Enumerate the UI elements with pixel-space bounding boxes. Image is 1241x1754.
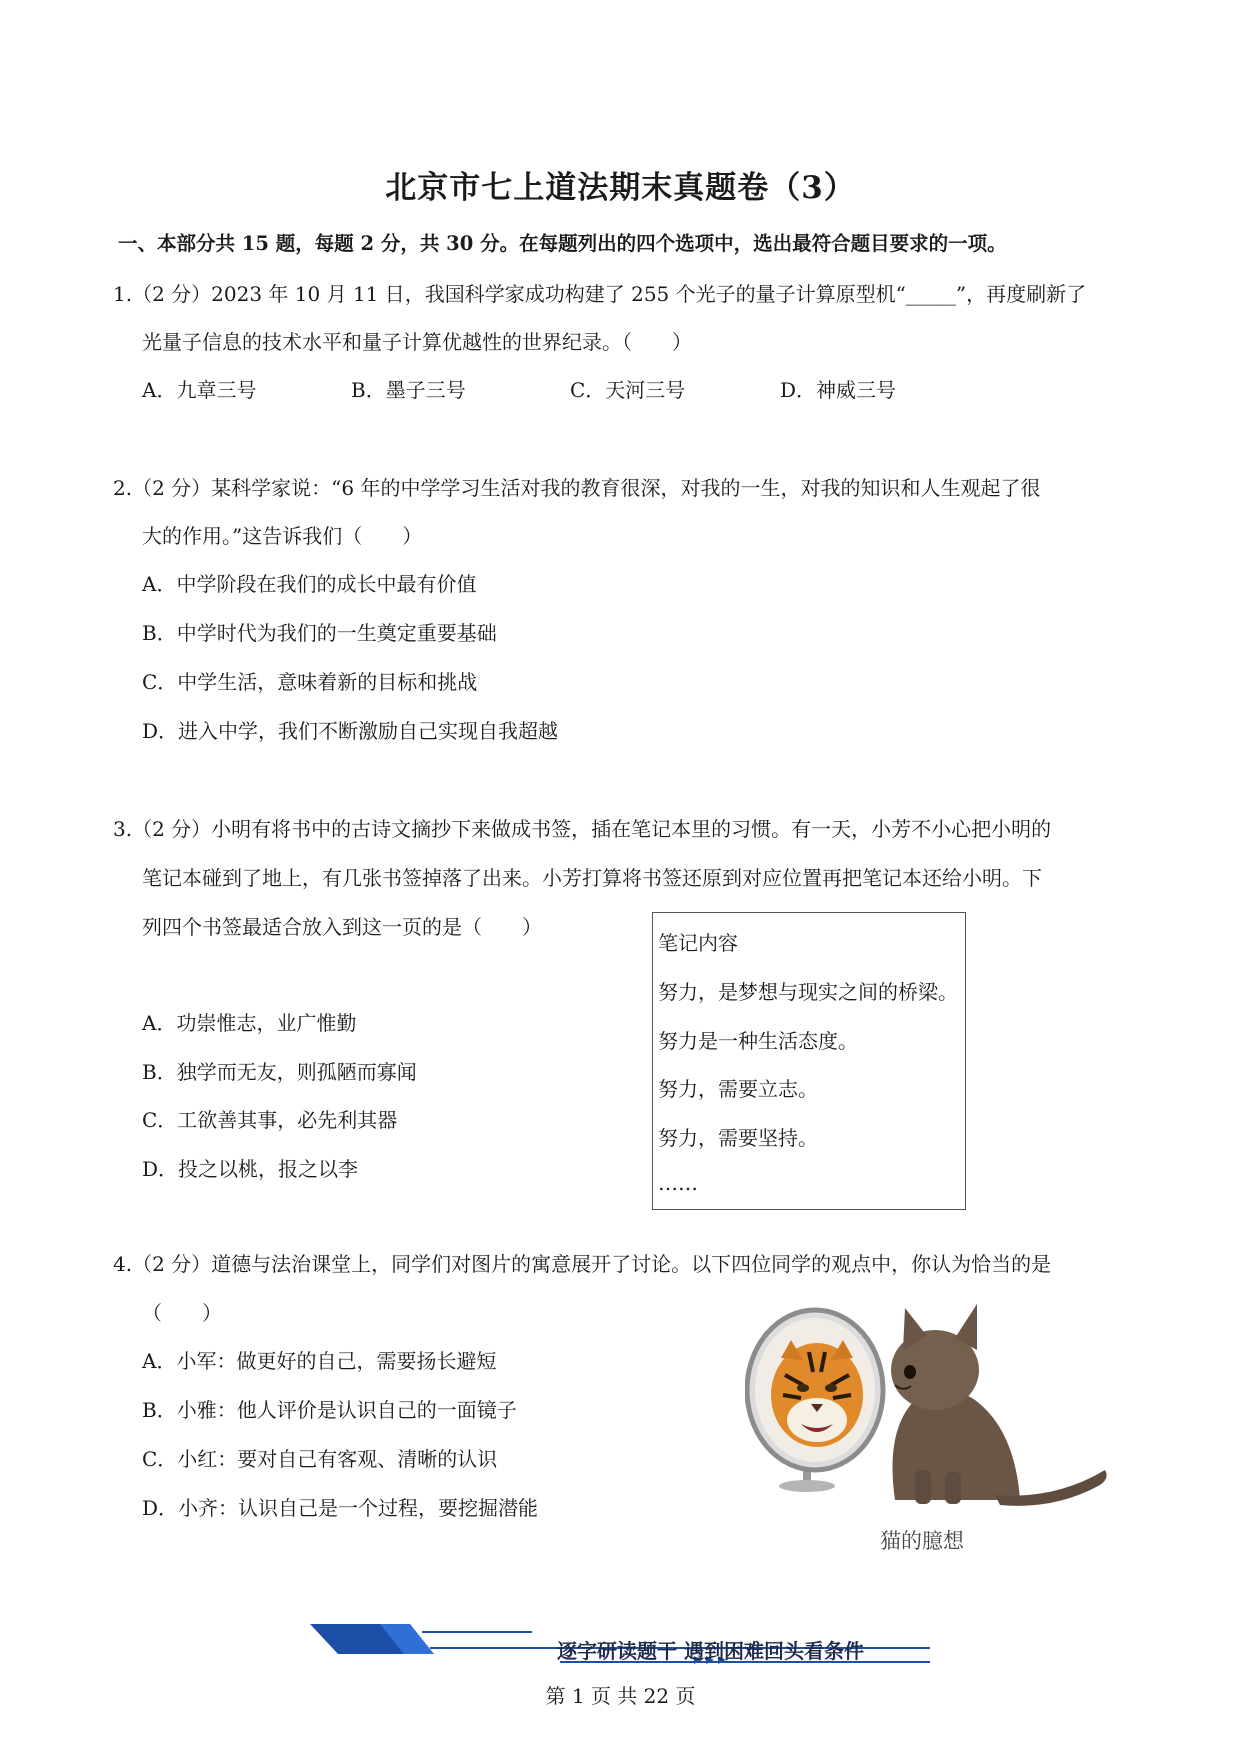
note-heading: 笔记内容 — [658, 931, 738, 955]
question-4-option-b: B．小雅：他人评价是认识自己的一面镜子 — [142, 1398, 517, 1422]
question-1-option-c: C．天河三号 — [570, 378, 686, 402]
question-1-option-a: A．九章三号 — [142, 378, 257, 402]
question-3-line-2: 笔记本碰到了地上，有几张书签掉落了出来。小芳打算将书签还原到对应位置再把笔记本还给小明。下 — [142, 866, 1042, 890]
tiger-reflection — [771, 1340, 863, 1447]
question-1-option-b: B．墨子三号 — [351, 378, 466, 402]
question-3-option-a: A．功崇惟志，业广惟勤 — [142, 1011, 357, 1035]
question-2-line-2: 大的作用。”这告诉我们（ ） — [142, 524, 423, 548]
question-1-line-2: 光量子信息的技术水平和量子计算优越性的世界纪录。（ ） — [142, 330, 692, 354]
question-1-line-1: 1.（2 分）2023 年 10 月 11 日，我国科学家成功构建了 255 个光子的量子计算原型机“_____”，再度刷新了 — [113, 282, 1087, 306]
cat-mirror-illustration — [745, 1300, 1115, 1525]
question-4-line-2: （ ） — [142, 1301, 222, 1325]
note-line: 努力，需要立志。 — [658, 1077, 818, 1101]
question-3-option-b: B．独学而无友，则孤陋而寡闻 — [142, 1060, 417, 1084]
page-number: 第 1 页 共 22 页 — [545, 1684, 696, 1708]
mirror-base — [779, 1480, 835, 1492]
note-ellipsis: …… — [658, 1171, 698, 1195]
question-3-option-c: C．工欲善其事，必先利其器 — [142, 1108, 398, 1132]
question-2-option-a: A．中学阶段在我们的成长中最有价值 — [142, 572, 477, 596]
question-3-line-3: 列四个书签最适合放入到这一页的是（ ） — [142, 915, 542, 939]
question-2-option-b: B．中学时代为我们的一生奠定重要基础 — [142, 621, 497, 645]
question-2-line-1: 2.（2 分）某科学家说：“6 年的中学学习生活对我的教育很深，对我的一生，对我的知识和人生观起了很 — [113, 476, 1041, 500]
kitten — [891, 1304, 1107, 1506]
note-line: 努力，需要坚持。 — [658, 1126, 818, 1150]
question-1-option-d: D．神威三号 — [780, 378, 897, 402]
question-3-option-d: D．投之以桃，报之以李 — [142, 1157, 359, 1181]
image-caption: 猫的臆想 — [880, 1529, 964, 1553]
question-4-option-a: A．小军：做更好的自己，需要扬长避短 — [142, 1349, 497, 1373]
question-4-option-c: C．小红：要对自己有客观、清晰的认识 — [142, 1447, 498, 1471]
question-2-option-c: C．中学生活，意味着新的目标和挑战 — [142, 670, 478, 694]
note-line: 努力，是梦想与现实之间的桥梁。 — [658, 980, 958, 1004]
note-content-box — [652, 912, 966, 1210]
footer-slogan: 逐字研读题干 遇到困难回头看条件 — [557, 1639, 864, 1663]
section-heading: 一、本部分共 15 题，每题 2 分，共 30 分。在每题列出的四个选项中，选出最符合题目要求的一项。 — [118, 232, 1007, 255]
question-3-line-1: 3.（2 分）小明有将书中的古诗文摘抄下来做成书签，插在笔记本里的习惯。有一天，小芳不小心把小明的 — [113, 817, 1052, 841]
question-4-line-1: 4.（2 分）道德与法治课堂上，同学们对图片的寓意展开了讨论。以下四位同学的观点中，你认为恰当的是 — [113, 1252, 1052, 1276]
note-line: 努力是一种生活态度。 — [658, 1029, 858, 1053]
question-4-option-d: D．小齐：认识自己是一个过程，要挖掘潜能 — [142, 1496, 539, 1520]
page-title: 北京市七上道法期末真题卷（3） — [385, 170, 856, 206]
question-2-option-d: D．进入中学，我们不断激励自己实现自我超越 — [142, 719, 559, 743]
